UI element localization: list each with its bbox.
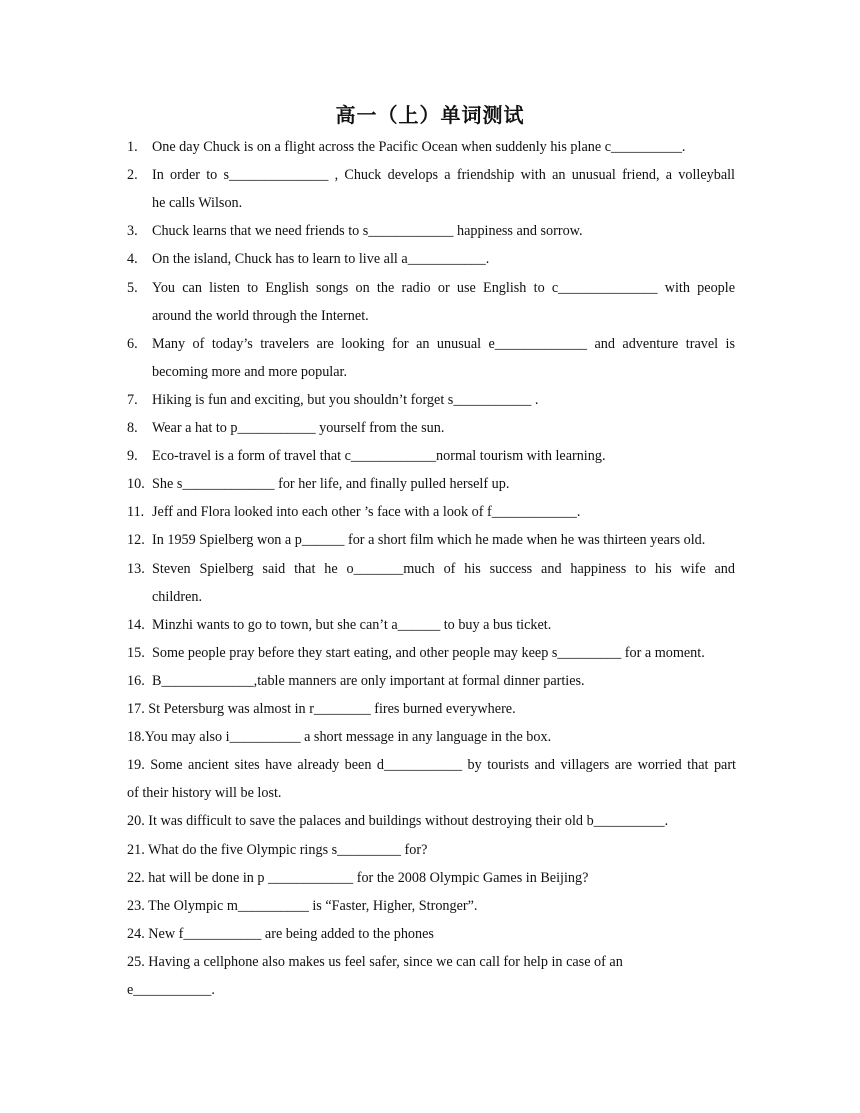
question-text: e___________. bbox=[127, 982, 215, 998]
question-text: of their history will be lost. bbox=[127, 785, 282, 802]
question-text: 21. What do the five Olympic rings s_________ for? bbox=[127, 841, 428, 858]
question-text: 20. It was difficult to save the palaces and buildings without destroying their old b__________. bbox=[127, 813, 669, 830]
question-text: You can listen to English songs on the radio or use English to c______________ with people bbox=[152, 279, 735, 296]
question-number: 3. bbox=[127, 223, 138, 240]
question-text: Some people pray before they start eating, and other people may keep s_________ for a moment. bbox=[152, 644, 705, 661]
question-number: 1. bbox=[127, 139, 138, 155]
question-number: 4. bbox=[127, 251, 138, 268]
question-text: he calls Wilson. bbox=[152, 195, 243, 212]
question-number: 15. bbox=[127, 644, 145, 661]
page-title: 高一（上）单词测试 bbox=[335, 103, 525, 127]
question-text: On the island, Chuck has to learn to live all a___________. bbox=[152, 251, 490, 268]
question-number: 13. bbox=[127, 560, 145, 577]
question-number: 6. bbox=[127, 335, 138, 352]
question-text: around the world through the Internet. bbox=[152, 307, 369, 324]
question-number: 8. bbox=[127, 420, 138, 436]
question-text: 24. New f___________ are being added to the phones bbox=[127, 925, 434, 942]
question-text: Chuck learns that we need friends to s____________ happiness and sorrow. bbox=[152, 223, 583, 240]
question-text: Steven Spielberg said that he o_______much of his success and happiness to his wife and bbox=[152, 560, 735, 577]
question-text: becoming more and more popular. bbox=[152, 363, 348, 380]
question-number: 2. bbox=[127, 167, 138, 184]
question-text: 19. Some ancient sites have already been d___________ by tourists and villagers are worried that part bbox=[127, 757, 736, 774]
question-number: 12. bbox=[127, 532, 145, 549]
question-text: Minzhi wants to go to town, but she can’t a______ to buy a bus ticket. bbox=[152, 616, 552, 633]
question-text: In 1959 Spielberg won a p______ for a short film which he made when he was thirteen years old. bbox=[152, 532, 706, 549]
question-text: Hiking is fun and exciting, but you shouldn’t forget s___________ . bbox=[152, 391, 539, 408]
question-text: children. bbox=[152, 588, 203, 605]
question-number: 7. bbox=[127, 391, 138, 408]
question-number: 9. bbox=[127, 448, 138, 465]
question-text: Eco-travel is a form of travel that c____________normal tourism with learning. bbox=[152, 448, 606, 465]
question-text: Wear a hat to p___________ yourself from the sun. bbox=[152, 420, 445, 436]
question-text: 18.You may also i__________ a short message in any language in the box. bbox=[127, 729, 552, 746]
question-text: Jeff and Flora looked into each other ’s face with a look of f____________. bbox=[152, 504, 581, 521]
question-text: Many of today’s travelers are looking for an unusual e_____________ and adventure travel is bbox=[152, 335, 735, 352]
question-text: 17. St Petersburg was almost in r________ fires burned everywhere. bbox=[127, 701, 516, 717]
question-text: 23. The Olympic m__________ is “Faster, Higher, Stronger”. bbox=[127, 897, 478, 914]
question-number: 5. bbox=[127, 279, 138, 296]
question-text: In order to s______________ , Chuck develops a friendship with an unusual friend, a volleyball bbox=[152, 167, 735, 184]
question-number: 16. bbox=[127, 672, 145, 689]
question-text: 25. Having a cellphone also makes us feel safer, since we can call for help in case of an bbox=[127, 953, 623, 970]
question-number: 11. bbox=[127, 504, 145, 521]
question-number: 14. bbox=[127, 616, 145, 633]
question-text: 22. hat will be done in p ____________ for the 2008 Olympic Games in Beijing? bbox=[127, 869, 589, 886]
question-text: One day Chuck is on a flight across the Pacific Ocean when suddenly his plane c__________. bbox=[152, 139, 686, 155]
question-text: B_____________,table manners are only important at formal dinner parties. bbox=[152, 672, 585, 689]
question-number: 10. bbox=[127, 476, 145, 493]
question-text: She s_____________ for her life, and finally pulled herself up. bbox=[152, 476, 510, 493]
